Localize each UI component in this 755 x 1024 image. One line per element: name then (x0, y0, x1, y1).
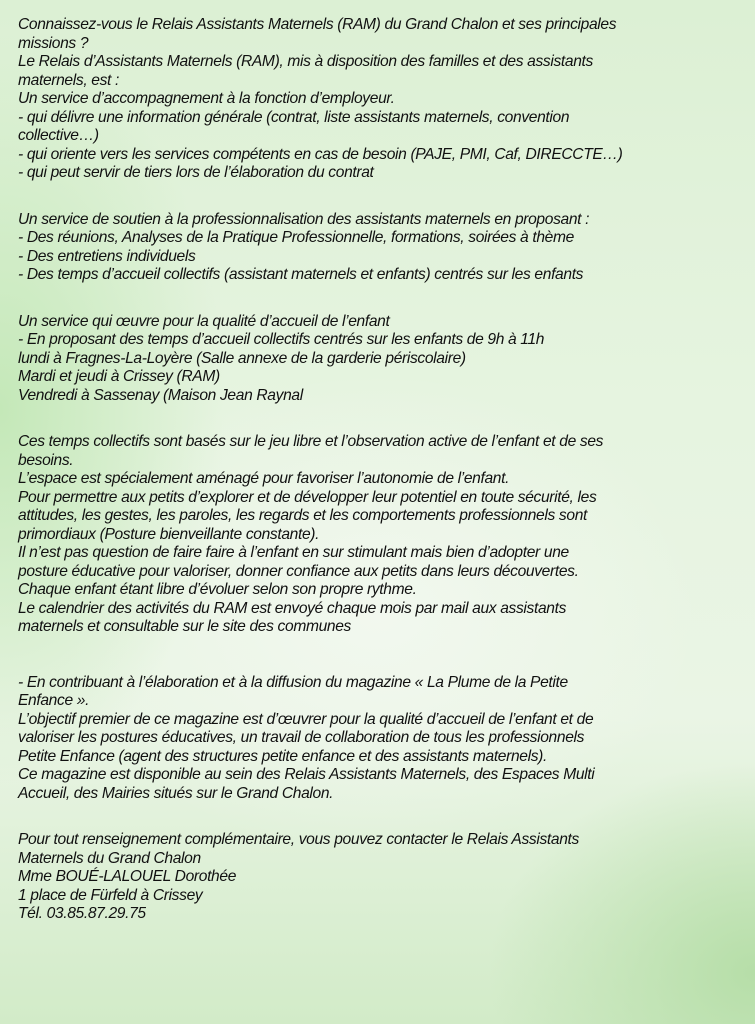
text-line: Un service de soutien à la professionnalisation des assistants maternels en proposant : (18, 210, 590, 228)
text-line: L’objectif premier de ce magazine est d’œuvrer pour la qualité d’accueil de l’enfant et de (18, 710, 594, 728)
text-line: Mme BOUÉ-LALOUEL Dorothée (18, 868, 237, 885)
text-line: valoriser les postures éducatives, un travail de collaboration de tous les professionnels (18, 729, 585, 746)
text-line: Pour tout renseignement complémentaire, vous pouvez contacter le Relais Assistants (18, 831, 579, 848)
text-line: Petite Enfance (agent des structures petite enfance et des assistants maternels). (18, 747, 547, 765)
text-line: - Des réunions, Analyses de la Pratique Professionnelle, formations, soirées à thème (18, 229, 574, 246)
text-line: - Des temps d’accueil collectifs (assistant maternels et enfants) centrés sur les enfants (18, 266, 584, 283)
text-line: Maternels du Grand Chalon (18, 849, 201, 867)
text-line: Enfance ». (18, 692, 90, 709)
text-line: Accueil, des Mairies situés sur le Grand Chalon. (18, 784, 334, 802)
text-line: - qui peut servir de tiers lors de l’élaboration du contrat (18, 164, 374, 181)
text-line: missions ? (18, 34, 89, 52)
text-line: lundi à Fragnes-La-Loyère (Salle annexe de la garderie périscolaire) (18, 349, 466, 367)
text-line: Vendredi à Sassenay (Maison Jean Raynal (18, 386, 303, 404)
paragraph (18, 313, 748, 406)
paragraph (18, 433, 748, 637)
text-line: besoins. (18, 451, 74, 469)
paragraph (18, 831, 748, 924)
text-line: - En contribuant à l’élaboration et à la diffusion du magazine « La Plume de la Petite (18, 673, 568, 691)
text-line: attitudes, les gestes, les paroles, les regards et les comportements professionnels sont (18, 507, 587, 524)
paragraph (18, 211, 748, 285)
text-line: Il n’est pas question de faire faire à l’enfant en sur stimulant mais bien d’adopter une (18, 544, 569, 561)
text-line: Un service d’accompagnement à la fonction d’employeur. (18, 90, 395, 107)
text-line: Ce magazine est disponible au sein des Relais Assistants Maternels, des Espaces Multi (18, 766, 595, 783)
text-line: Mardi et jeudi à Crissey (RAM) (18, 368, 220, 385)
paragraph (18, 674, 748, 804)
text-line: posture éducative pour valoriser, donner confiance aux petits dans leurs découvertes. (18, 562, 579, 580)
text-line: - qui délivre une information générale (contrat, liste assistants maternels, convention (18, 108, 570, 126)
text-line: Pour permettre aux petits d’explorer et de développer leur potentiel en toute sécurité, les (18, 488, 597, 506)
text-line: L’espace est spécialement aménagé pour favoriser l’autonomie de l’enfant. (18, 470, 510, 487)
paragraph (18, 16, 748, 183)
text-line: Un service qui œuvre pour la qualité d’accueil de l’enfant (18, 312, 390, 330)
text-line: - qui oriente vers les services compétents en cas de besoin (PAJE, PMI, Caf, DIRECCTE…) (18, 145, 623, 163)
text-line: Connaissez-vous le Relais Assistants Maternels (RAM) du Grand Chalon et ses principales (18, 16, 617, 33)
text-line: - Des entretiens individuels (18, 247, 196, 265)
text-line: maternels et consultable sur le site des communes (18, 618, 352, 635)
text-line: collective…) (18, 127, 99, 144)
text-line: Tél. 03.85.87.29.75 (18, 905, 146, 922)
text-line: Le Relais d’Assistants Maternels (RAM), mis à disposition des familles et des assistants (18, 53, 593, 70)
text-line: Chaque enfant étant libre d’évoluer selon son propre rythme. (18, 581, 417, 598)
text-line: primordiaux (Posture bienveillante constante). (18, 525, 320, 543)
text-line: - En proposant des temps d’accueil collectifs centrés sur les enfants de 9h à 11h (18, 331, 545, 348)
text-line: Ces temps collectifs sont basés sur le jeu libre et l’observation active de l’enfant et de ses (18, 433, 604, 450)
text-line: maternels, est : (18, 71, 119, 89)
text-line: Le calendrier des activités du RAM est envoyé chaque mois par mail aux assistants (18, 599, 567, 617)
document-body (18, 16, 748, 952)
text-line: 1 place de Fürfeld à Crissey (18, 886, 203, 904)
